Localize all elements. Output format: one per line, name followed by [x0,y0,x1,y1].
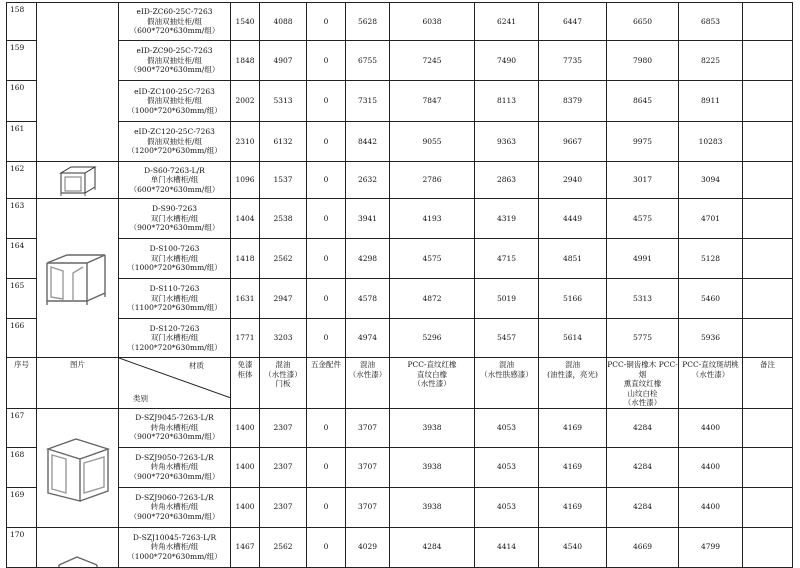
price-cell: 8911 [679,81,743,122]
product-model: D-SZJ9045-7263-L/R 转角水槽柜/组 （900*720*630mm/组） [119,408,231,447]
table-row [7,279,793,319]
table-row [7,199,793,239]
price-cell: 2947 [260,279,307,319]
row-number: 169 [7,487,37,527]
remark-cell [743,199,793,239]
price-cell: 4053 [475,408,539,447]
corner-sink-cabinet-drawing-partial [53,551,103,567]
table-row [7,239,793,279]
price-cell: 3203 [260,319,307,358]
price-cell: 4284 [607,487,679,527]
header-pcc-zebra: PCC-直纹斑胡桃 （水性漆） [679,358,743,409]
remark-cell [743,162,793,199]
price-cell: 7980 [607,41,679,81]
table-row [7,162,793,199]
header-pcc-walnut: PCC-铜齿橡木 PCC-烟 熏直纹红橡 山纹白栓 （水性漆） [607,358,679,409]
header-no: 序号 [7,358,37,409]
product-model: eID-ZC120-25C-7263 假油双抽灶柜/组 （1200*720*630mm/组） [119,122,231,162]
header-free-cabinet: 免漆 柜体 [231,358,260,409]
row-number: 162 [7,162,37,199]
product-model: D-S100-7263 双门水槽柜/组 （1000*720*630mm/组） [119,239,231,279]
row-number: 160 [7,81,37,122]
price-cell: 4701 [679,199,743,239]
price-cell: 1400 [231,408,260,447]
price-cell: 0 [307,162,346,199]
price-cell: 1631 [231,279,260,319]
price-cell: 5614 [539,319,607,358]
price-cell: 2562 [260,239,307,279]
header-row [7,358,793,409]
row-number: 158 [7,3,37,41]
row-number: 164 [7,239,37,279]
price-cell: 4575 [607,199,679,239]
price-cell: 1771 [231,319,260,358]
product-model: eID-ZC60-25C-7263 假油双抽灶柜/组 （600*720*630mm/组） [119,3,231,41]
price-cell: 4974 [346,319,390,358]
product-picture [37,3,119,162]
remark-cell [743,527,793,567]
price-cell: 0 [307,122,346,162]
price-cell: 4578 [346,279,390,319]
table-row [7,41,793,81]
price-cell: 2786 [390,162,475,199]
price-cell: 4799 [679,527,743,567]
price-cell: 8225 [679,41,743,81]
table-row [7,122,793,162]
price-cell: 4298 [346,239,390,279]
price-cell: 5628 [346,3,390,41]
table-row [7,3,793,41]
price-cell: 6132 [260,122,307,162]
price-cell: 4991 [607,239,679,279]
price-cell: 9667 [539,122,607,162]
product-model: D-S110-7263 双门水槽柜/组 （1100*720*630mm/组） [119,279,231,319]
price-cell: 4400 [679,447,743,487]
price-cell: 2307 [260,447,307,487]
price-cell: 4414 [475,527,539,567]
corner-sink-cabinet-drawing [42,431,114,505]
price-cell: 4669 [607,527,679,567]
price-cell: 4053 [475,447,539,487]
product-model: eID-ZC100-25C-7263 假油双抽灶柜/组 （1000*720*630mm/组） [119,81,231,122]
price-cell: 5457 [475,319,539,358]
price-cell: 2002 [231,81,260,122]
price-cell: 4319 [475,199,539,239]
price-cell: 4715 [475,239,539,279]
header-material-category [119,358,231,409]
price-cell: 10283 [679,122,743,162]
price-cell: 1537 [260,162,307,199]
price-cell: 4284 [607,408,679,447]
price-cell: 1404 [231,199,260,239]
price-cell: 4169 [539,408,607,447]
price-cell: 3094 [679,162,743,199]
price-cell: 3707 [346,487,390,527]
price-cell: 5296 [390,319,475,358]
price-cell: 4907 [260,41,307,81]
price-cell: 6650 [607,3,679,41]
row-number: 170 [7,527,37,567]
price-cell: 4169 [539,447,607,487]
price-cell: 0 [307,41,346,81]
double-door-sink-cabinet-drawing [43,249,113,307]
header-remark: 备注 [743,358,793,409]
price-cell: 7847 [390,81,475,122]
row-number: 163 [7,199,37,239]
price-cell: 4872 [390,279,475,319]
row-number: 159 [7,41,37,81]
price-cell: 8113 [475,81,539,122]
price-cell: 3938 [390,408,475,447]
price-cell: 3941 [346,199,390,239]
product-model: D-S90-7263 双门水槽柜/组 （900*720*630mm/组） [119,199,231,239]
product-picture [37,199,119,358]
price-cell: 5936 [679,319,743,358]
price-cell: 2863 [475,162,539,199]
remark-cell [743,408,793,447]
remark-cell [743,279,793,319]
product-model: D-SZJ9060-7263-L/R 转角水槽柜/组 （900*720*630mm/组） [119,487,231,527]
remark-cell [743,487,793,527]
table-row [7,408,793,447]
price-cell: 4400 [679,487,743,527]
price-cell: 2562 [260,527,307,567]
price-cell: 4284 [607,447,679,487]
price-cell: 7315 [346,81,390,122]
price-cell: 7245 [390,41,475,81]
price-cell: 3938 [390,447,475,487]
price-cell: 5128 [679,239,743,279]
header-mixed-oil-skin: 混油 （水性肤感漆） [475,358,539,409]
header-mixed-oil-board: 混油 （水性漆） 门板 [260,358,307,409]
row-number: 167 [7,408,37,447]
remark-cell [743,41,793,81]
row-number: 161 [7,122,37,162]
remark-cell [743,81,793,122]
price-cell: 2307 [260,487,307,527]
remark-cell [743,447,793,487]
price-cell: 0 [307,487,346,527]
product-picture [37,408,119,527]
price-cell: 6241 [475,3,539,41]
price-cell: 3938 [390,487,475,527]
product-model: D-S120-7263 双门水槽柜/组 （1200*720*630mm/组） [119,319,231,358]
remark-cell [743,319,793,358]
price-cell: 0 [307,319,346,358]
price-cell: 6755 [346,41,390,81]
row-number: 168 [7,447,37,487]
price-cell: 1540 [231,3,260,41]
header-pcc-straight: PCC-直纹红橡 直纹白橡 （水性漆） [390,358,475,409]
price-cell: 0 [307,447,346,487]
price-cell: 5460 [679,279,743,319]
product-model: eID-ZC90-25C-7263 假油双抽灶柜/组 （900*720*630mm/组） [119,41,231,81]
product-picture [37,162,119,199]
price-cell: 2940 [539,162,607,199]
row-number: 165 [7,279,37,319]
price-cell: 9055 [390,122,475,162]
table-row [7,487,793,527]
header-mixed-oil-gloss: 混油 (油性漆，亮光) [539,358,607,409]
price-cell: 4088 [260,3,307,41]
product-model: D-SZJ10045-7263-L/R 转角水槽柜/组 （1000*720*630mm/组） [119,527,231,567]
price-cell: 8442 [346,122,390,162]
price-cell: 4053 [475,487,539,527]
price-cell: 4540 [539,527,607,567]
diagonal-line [119,358,231,398]
table-row [7,319,793,358]
price-cell: 2307 [260,408,307,447]
price-cell: 9975 [607,122,679,162]
price-cell: 4575 [390,239,475,279]
header-section [7,358,793,409]
price-cell: 2632 [346,162,390,199]
price-table [6,2,793,568]
price-cell: 1400 [231,487,260,527]
price-cell: 1096 [231,162,260,199]
price-cell: 0 [307,81,346,122]
price-cell: 4400 [679,408,743,447]
price-cell: 5775 [607,319,679,358]
price-cell: 3017 [607,162,679,199]
price-cell: 5313 [607,279,679,319]
price-cell: 9363 [475,122,539,162]
remark-cell [743,239,793,279]
product-model: D-SZJ9050-7263-L/R 转角水槽柜/组 （900*720*630mm/组） [119,447,231,487]
price-cell: 4851 [539,239,607,279]
price-cell: 2538 [260,199,307,239]
price-cell: 0 [307,239,346,279]
price-cell: 6038 [390,3,475,41]
price-cell: 4169 [539,487,607,527]
price-cell: 0 [307,3,346,41]
price-cell: 6447 [539,3,607,41]
single-door-sink-cabinet-drawing [55,163,101,197]
price-cell: 6853 [679,3,743,41]
row-number: 166 [7,319,37,358]
price-cell: 8645 [607,81,679,122]
price-cell: 2310 [231,122,260,162]
price-cell: 4193 [390,199,475,239]
price-cell: 5019 [475,279,539,319]
price-cell: 5313 [260,81,307,122]
price-cell: 0 [307,279,346,319]
header-picture: 图片 [37,358,119,409]
table-row [7,527,793,567]
table-row [7,447,793,487]
price-cell: 1467 [231,527,260,567]
price-cell: 4029 [346,527,390,567]
price-cell: 1400 [231,447,260,487]
header-category: 类别 [133,394,148,403]
top-section [7,3,793,358]
price-cell: 0 [307,199,346,239]
price-cell: 4284 [390,527,475,567]
price-cell: 3707 [346,408,390,447]
price-cell: 1418 [231,239,260,279]
table-row [7,81,793,122]
price-cell: 1848 [231,41,260,81]
header-material: 材质 [189,361,204,370]
bottom-section [7,408,793,567]
header-mixed-oil: 混油 （水性漆） [346,358,390,409]
price-cell: 7490 [475,41,539,81]
price-cell: 4449 [539,199,607,239]
price-cell: 8379 [539,81,607,122]
remark-cell [743,3,793,41]
product-picture [37,527,119,567]
header-hardware: 五金配件 [307,358,346,409]
price-cell: 5166 [539,279,607,319]
price-cell: 0 [307,527,346,567]
price-cell: 3707 [346,447,390,487]
price-cell: 0 [307,408,346,447]
product-model: D-S60-7263-L/R 单门水槽柜/组 （600*720*630mm/组） [119,162,231,199]
remark-cell [743,122,793,162]
price-cell: 7735 [539,41,607,81]
